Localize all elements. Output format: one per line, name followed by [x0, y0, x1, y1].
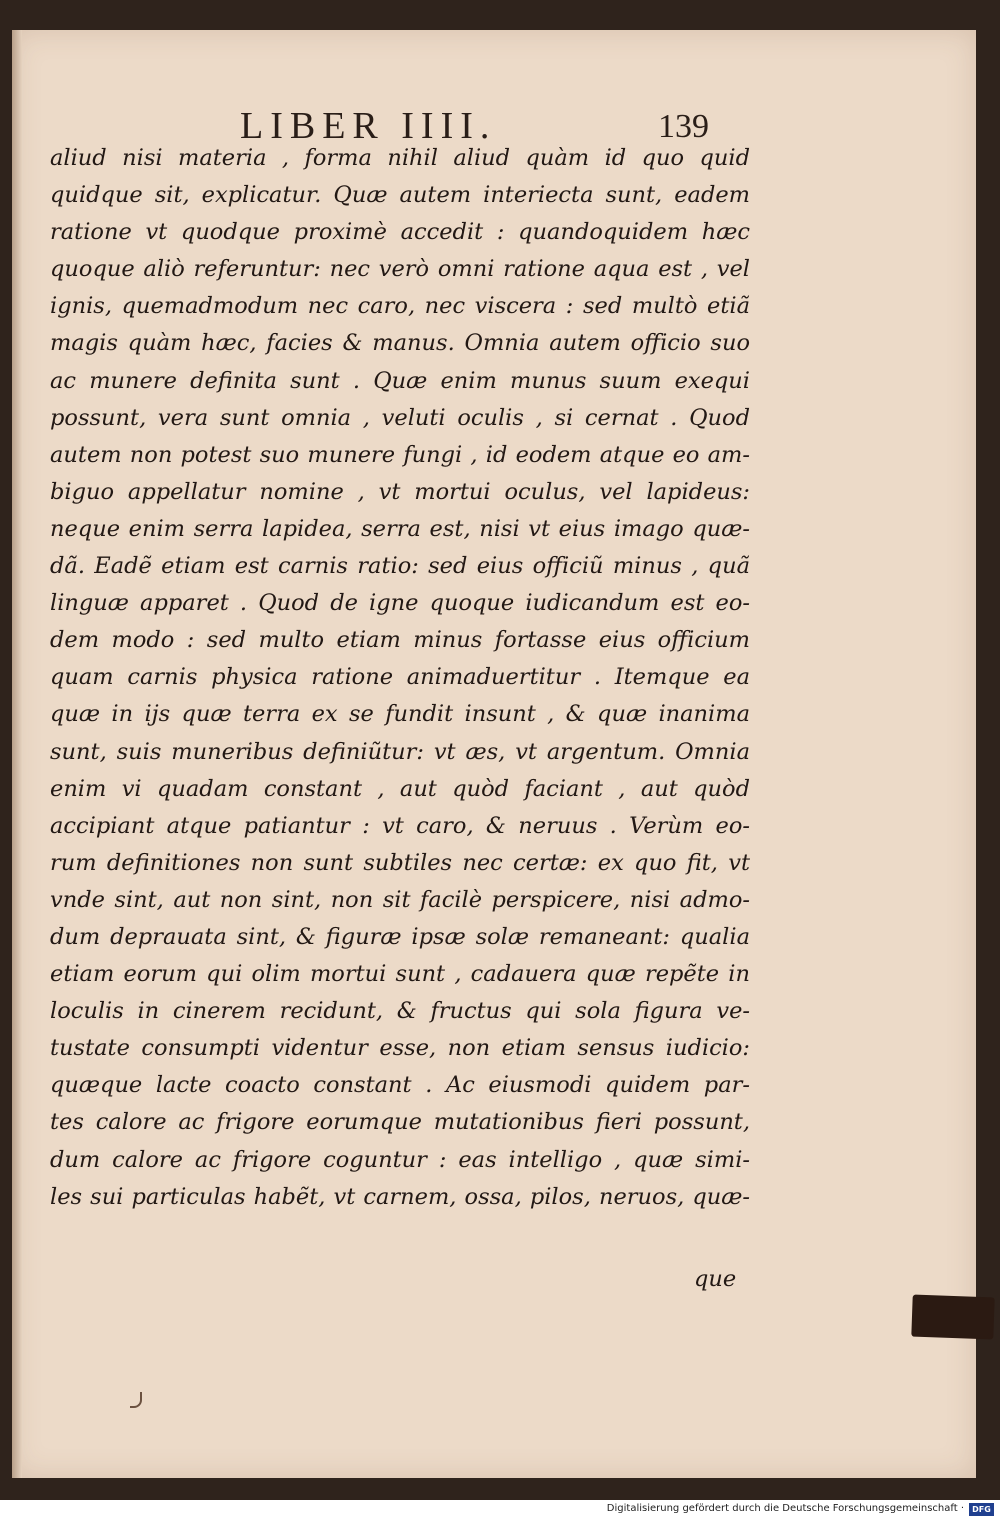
text-line: quæque lacte coacto constant . Ac eiusmodi quidem par- — [50, 1072, 750, 1099]
text-line: dum calore ac frigore coguntur : eas intelligo , quæ simi- — [50, 1146, 750, 1173]
funding-credit: Digitalisierung gefördert durch die Deutsche Forschungsgemeinschaft · — [606, 1503, 964, 1514]
text-line: quidque sit, explicatur. Quæ autem interiecta sunt, eadem — [50, 182, 750, 209]
text-line: tustate consumpti videntur esse, non etiam sensus iudicio: — [50, 1035, 750, 1062]
ink-mark — [130, 1392, 142, 1408]
text-line: neque enim serra lapidea, serra est, nisi vt eius imago quæ- — [50, 515, 750, 542]
text-line: magis quàm hæc, facies & manus. Omnia autem officio suo — [50, 330, 750, 357]
running-title: LIBER IIII. — [240, 105, 497, 147]
text-line: dem modo : sed multo etiam minus fortasse eius officium — [50, 627, 750, 654]
text-line: linguæ apparet . Quod de igne quoque iudicandum est eo- — [50, 590, 750, 617]
dfg-logo: DFG — [969, 1503, 994, 1516]
text-line: enim vi quadam constant , aut quòd faciant , aut quòd — [50, 775, 750, 802]
text-line: vnde sint, aut non sint, non sit facilè perspicere, nisi admo- — [50, 886, 750, 913]
text-line: ac munere definita sunt . Quæ enim munus suum exequi — [50, 367, 750, 394]
text-line: tes calore ac frigore eorumque mutationibus fieri possunt, — [50, 1109, 750, 1136]
catchword: que — [694, 1266, 737, 1292]
text-line: ignis, quemadmodum nec caro, nec viscera : sed multò etiã — [50, 293, 750, 320]
text-line: dum deprauata sint, & figuræ ipsæ solæ remaneant: qualia — [50, 923, 750, 950]
page-gutter-edge — [12, 30, 22, 1478]
text-line: autem non potest suo munere fungi , id eodem atque eo am- — [50, 441, 750, 468]
text-line: possunt, vera sunt omnia , veluti oculis , si cernat . Quod — [50, 404, 750, 431]
text-line: biguo appellatur nomine , vt mortui oculus, vel lapideus: — [50, 478, 750, 505]
text-line: loculis in cinerem recidunt, & fructus qui sola figura ve- — [50, 998, 750, 1025]
text-line: quæ in ijs quæ terra ex se fundit insunt , & quæ inanima — [50, 701, 750, 728]
text-line: accipiant atque patiantur : vt caro, & neruus . Verùm eo- — [50, 812, 750, 839]
text-line: rum definitiones non sunt subtiles nec certæ: ex quo fit, vt — [50, 849, 750, 876]
text-line: quam carnis physica ratione animaduertitur . Itemque ea — [50, 664, 750, 691]
text-line: quoque aliò referuntur: nec verò omni ratione aqua est , vel — [50, 256, 750, 283]
text-line: sunt, suis muneribus definiũtur: vt æs, vt argentum. Omnia — [50, 738, 750, 765]
page-number: 139 — [658, 108, 709, 145]
text-line: aliud nisi materia , forma nihil aliud quàm id quo quid — [50, 145, 750, 171]
text-line: dã. Eadẽ etiam est carnis ratio: sed eius officiũ minus , quã — [50, 553, 750, 580]
body-text — [50, 140, 750, 1216]
text-line: etiam eorum qui olim mortui sunt , cadauera quæ repẽte in — [50, 961, 750, 988]
text-line: les sui particulas habẽt, vt carnem, ossa, pilos, neruos, quæ- — [50, 1183, 750, 1210]
book-page — [12, 30, 976, 1478]
footer-bar — [0, 1500, 1000, 1520]
page-tab-marker — [911, 1295, 994, 1340]
text-line: ratione vt quodque proximè accedit : quandoquidem hæc — [50, 219, 750, 246]
